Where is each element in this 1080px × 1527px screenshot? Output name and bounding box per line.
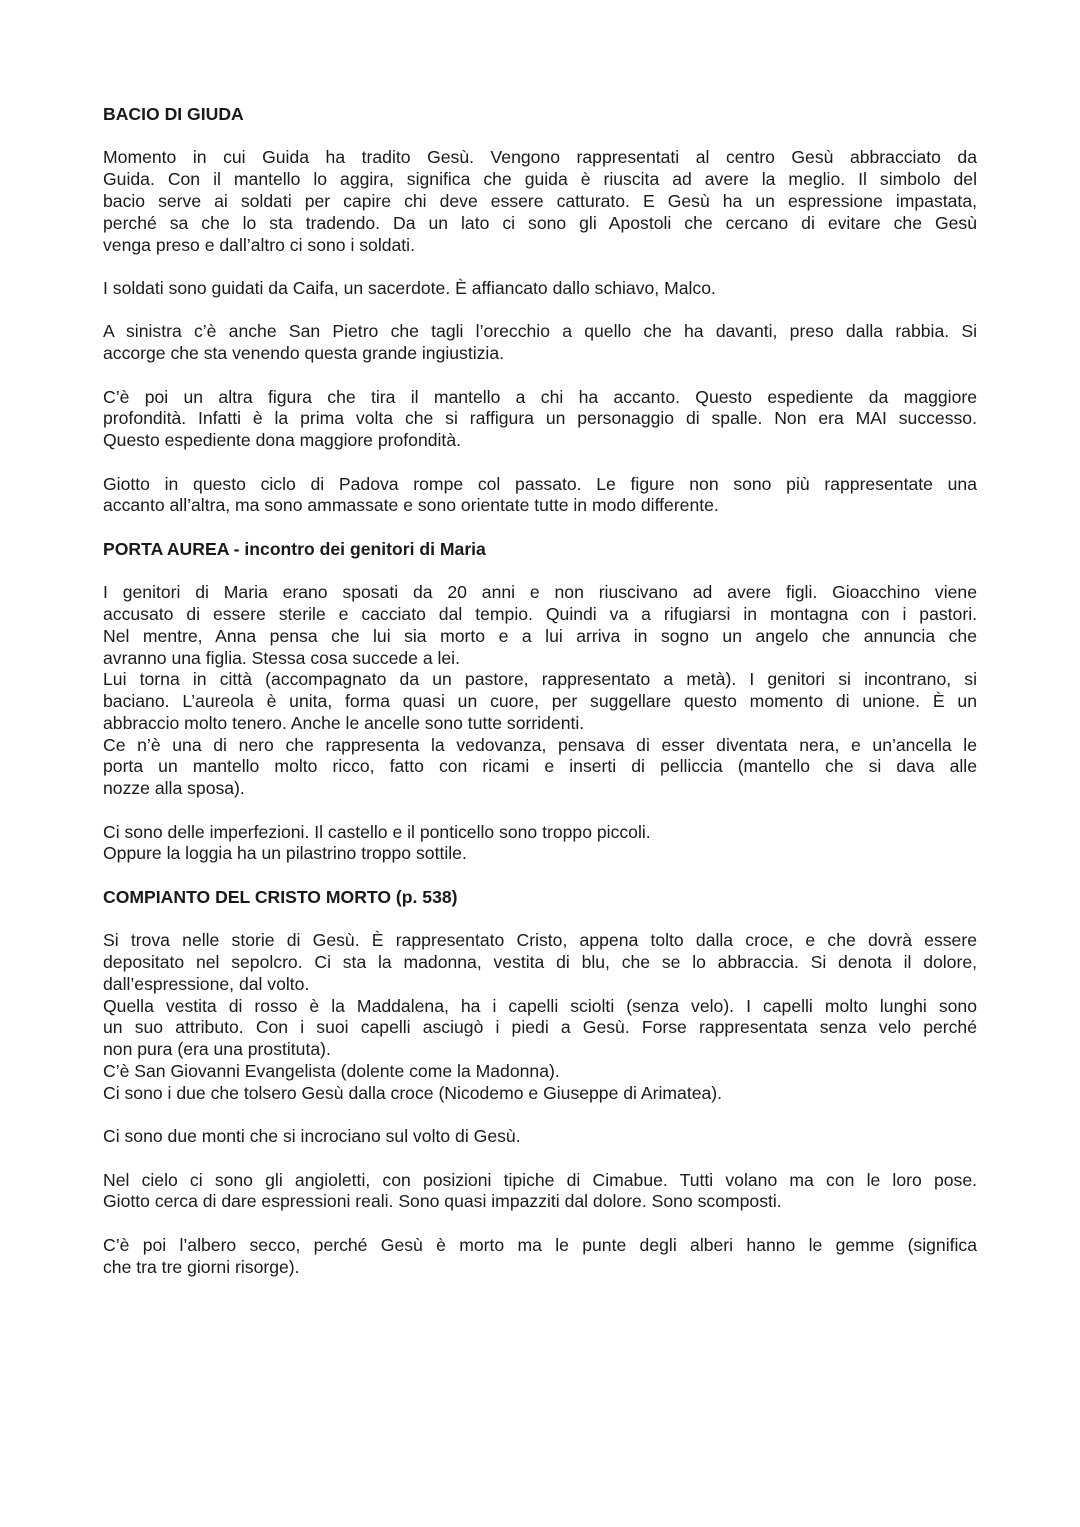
text-line: Questo espediente dona maggiore profondità. <box>103 430 461 451</box>
text-line: baciano. L’aureola è unita, forma quasi un cuore, per suggellare questo momento di unione. È un <box>103 691 977 712</box>
paragraph <box>103 582 977 800</box>
text-line: A sinistra c’è anche San Pietro che tagli l’orecchio a quello che ha davanti, preso dalla rabbia. Si <box>103 321 977 342</box>
section-heading: COMPIANTO DEL CRISTO MORTO (p. 538) <box>103 886 458 907</box>
text-line: dall’espressione, dal volto. <box>103 973 310 994</box>
paragraph <box>103 147 977 256</box>
text-line: depositato nel sepolcro. Ci sta la madonna, vestita di blu, che se lo abbraccia. Si denota il dolore, <box>103 952 977 973</box>
text-line: venga preso e dall’altro ci sono i soldati. <box>103 234 415 255</box>
text-line: Giotto cerca di dare espressioni reali. Sono quasi impazziti dal dolore. Sono scomposti. <box>103 1191 782 1212</box>
paragraph <box>103 278 977 300</box>
text-line: Guida. Con il mantello lo aggira, significa che guida è riuscita ad avere la meglio. Il simbolo del <box>103 169 977 190</box>
text-line: Nel mentre, Anna pensa che lui sia morto e a lui arriva in sogno un angelo che annuncia che <box>103 625 977 646</box>
text-line: porta un mantello molto ricco, fatto con ricami e inserti di pelliccia (mantello che si dava alle <box>103 756 977 777</box>
text-line: accusato di essere sterile e cacciato dal tempio. Quindi va a rifugiarsi in montagna con i pastori. <box>103 603 977 624</box>
text-line: un suo attributo. Con i suoi capelli asciugò i piedi a Gesù. Forse rappresentata senza velo perché <box>103 1017 977 1038</box>
paragraph <box>103 1235 977 1279</box>
paragraph <box>103 930 977 1104</box>
document-page <box>103 104 977 1300</box>
text-line: Ci sono delle imperfezioni. Il castello e il ponticello sono troppo piccoli. <box>103 821 651 842</box>
text-line: non pura (era una prostituta). <box>103 1039 331 1060</box>
text-line: profondità. Infatti è la prima volta che si raffigura un personaggio di spalle. Non era MAI successo. <box>103 408 977 429</box>
text-line: accorge che sta venendo questa grande ingiustizia. <box>103 343 505 364</box>
paragraph <box>103 1126 977 1148</box>
text-line: Quella vestita di rosso è la Maddalena, ha i capelli sciolti (senza velo). I capelli molto lunghi sono <box>103 995 977 1016</box>
paragraph <box>103 387 977 452</box>
text-line: Ce n’è una di nero che rappresenta la vedovanza, pensava di esser diventata nera, e un’ancella le <box>103 734 977 755</box>
text-line: accanto all’altra, ma sono ammassate e sono orientate tutte in modo differente. <box>103 495 719 516</box>
text-line: avranno una figlia. Stessa cosa succede a lei. <box>103 647 460 668</box>
paragraph <box>103 822 977 866</box>
text-line: perché sa che lo sta tradendo. Da un lato ci sono gli Apostoli che cercano di evitare che Gesù <box>103 212 977 233</box>
text-line: I soldati sono guidati da Caifa, un sacerdote. È affiancato dallo schiavo, Malco. <box>103 277 716 298</box>
text-line: Oppure la loggia ha un pilastrino troppo sottile. <box>103 843 467 864</box>
text-line: I genitori di Maria erano sposati da 20 anni e non riuscivano ad avere figli. Gioacchino viene <box>103 582 977 603</box>
text-line: Lui torna in città (accompagnato da un pastore, rappresentato a metà). I genitori si incontrano, si <box>103 669 977 690</box>
text-line: Ci sono due monti che si incrociano sul volto di Gesù. <box>103 1126 521 1147</box>
text-line: C’è poi un altra figura che tira il mantello a chi ha accanto. Questo espediente da maggiore <box>103 386 977 407</box>
text-line: che tra tre giorni risorge). <box>103 1256 300 1277</box>
text-line: C’è San Giovanni Evangelista (dolente come la Madonna). <box>103 1061 560 1082</box>
text-line: Si trova nelle storie di Gesù. È rappresentato Cristo, appena tolto dalla croce, e che dovrà essere <box>103 930 977 951</box>
text-line: nozze alla sposa). <box>103 778 245 799</box>
text-line: abbraccio molto tenero. Anche le ancelle sono tutte sorridenti. <box>103 712 585 733</box>
section-heading: PORTA AUREA - incontro dei genitori di Maria <box>103 538 486 559</box>
paragraph <box>103 321 977 365</box>
paragraph <box>103 1170 977 1214</box>
text-line: C’è poi l’albero secco, perché Gesù è morto ma le punte degli alberi hanno le gemme (significa <box>103 1234 977 1255</box>
section-heading: BACIO DI GIUDA <box>103 104 244 124</box>
text-line: Ci sono i due che tolsero Gesù dalla croce (Nicodemo e Giuseppe di Arimatea). <box>103 1082 723 1103</box>
paragraph <box>103 474 977 518</box>
text-line: Momento in cui Guida ha tradito Gesù. Vengono rappresentati al centro Gesù abbracciato da <box>103 147 977 168</box>
text-line: Nel cielo ci sono gli angioletti, con posizioni tipiche di Cimabue. Tutti volano ma con le loro pose. <box>103 1169 977 1190</box>
text-line: bacio serve ai soldati per capire chi deve essere catturato. E Gesù ha un espressione impastata, <box>103 190 977 211</box>
text-line: Giotto in questo ciclo di Padova rompe col passato. Le figure non sono più rappresentate una <box>103 473 977 494</box>
